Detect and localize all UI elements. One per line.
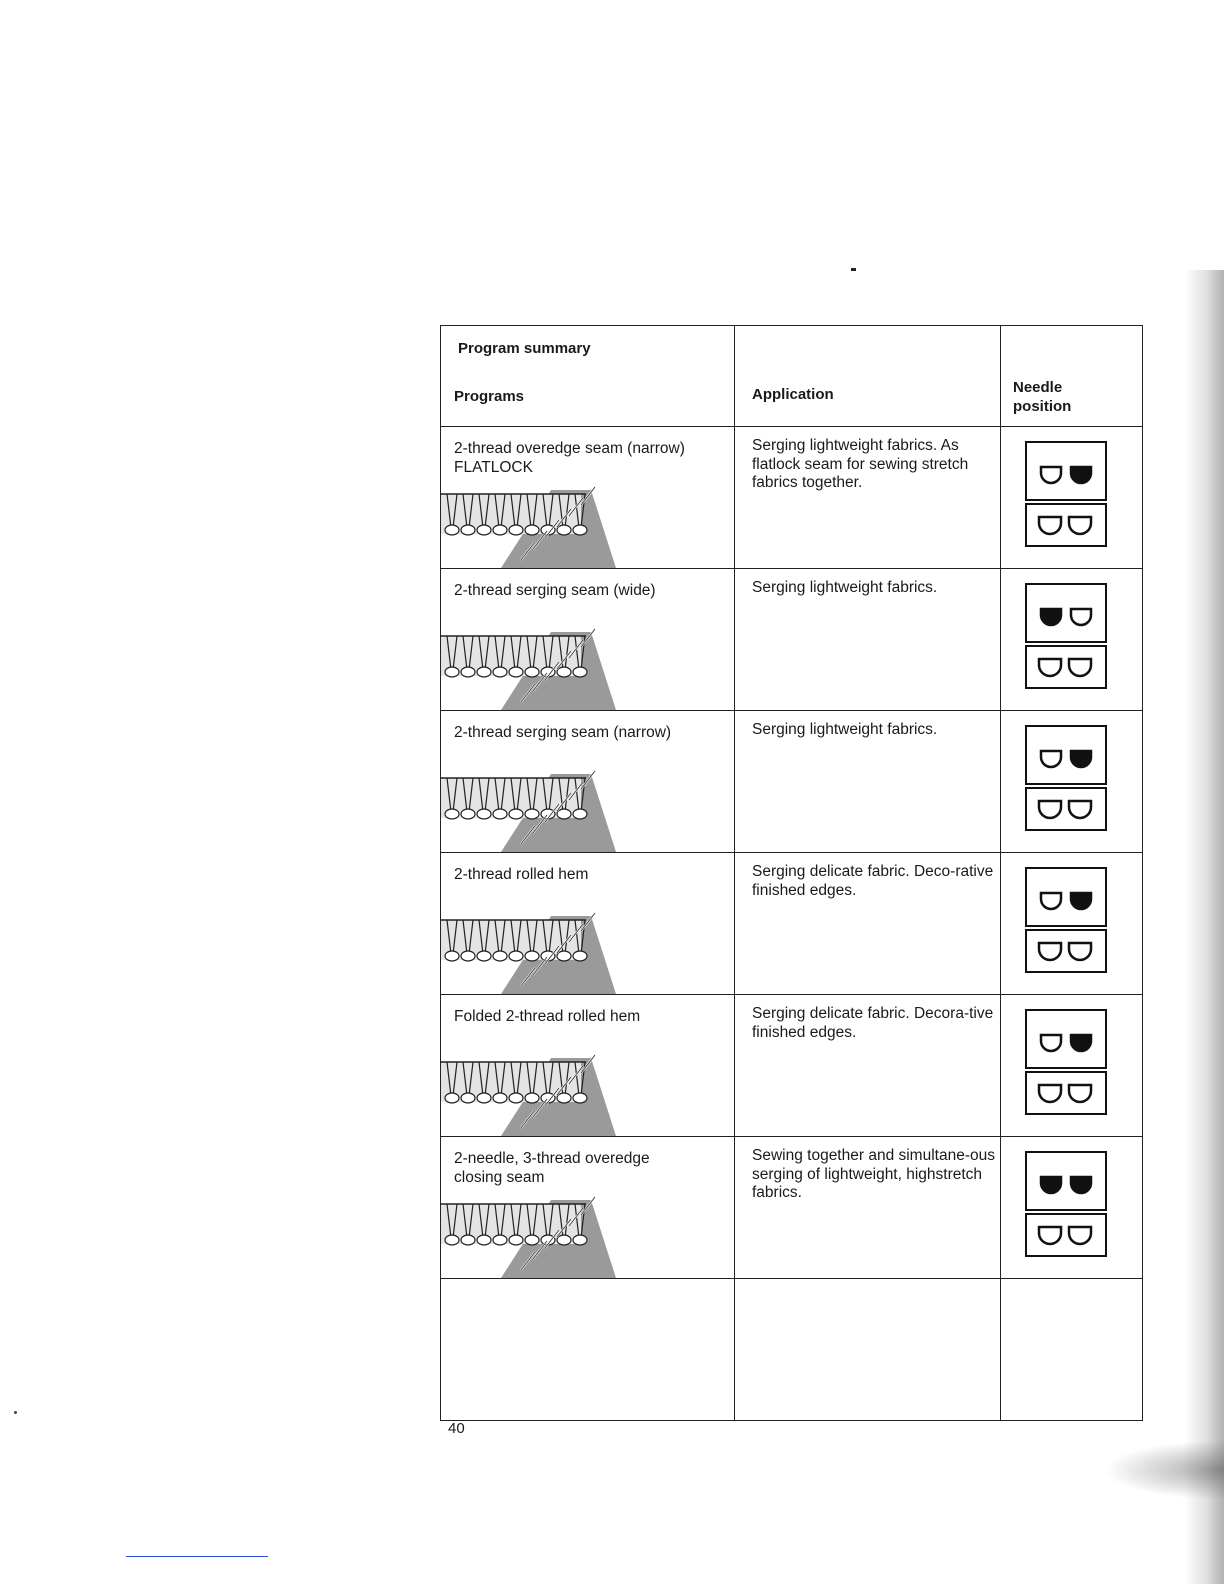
left-needle-icon <box>1041 1035 1061 1051</box>
right-looper-icon <box>1069 517 1091 534</box>
table-row <box>441 569 1143 711</box>
needle-selector-top <box>1025 583 1107 643</box>
needle-selector-bottom <box>1025 787 1107 831</box>
table-header-row <box>441 326 1143 427</box>
program-sublabel: closing seam <box>454 1169 545 1186</box>
needle-cell <box>1001 995 1143 1137</box>
application-text: Serging lightweight fabrics. <box>752 721 938 738</box>
left-needle-icon <box>1041 751 1061 767</box>
right-needle-icon <box>1071 893 1091 909</box>
needle-cell <box>1001 569 1143 711</box>
needle-selector-top <box>1025 441 1107 501</box>
header-application-cell <box>735 326 1001 427</box>
application-cell <box>735 853 1001 995</box>
stitch-illustration <box>441 1190 616 1278</box>
application-cell <box>735 1137 1001 1279</box>
table-row <box>441 995 1143 1137</box>
header-needle-line2: position <box>1013 398 1072 415</box>
program-name <box>454 581 656 600</box>
needle-selector-top <box>1025 1151 1107 1211</box>
left-needle-icon <box>1041 893 1061 909</box>
right-looper-icon <box>1069 1227 1091 1244</box>
header-needle-position <box>1013 378 1071 416</box>
stitch-illustration <box>441 1048 616 1136</box>
program-cell <box>441 569 735 711</box>
right-needle-icon <box>1071 751 1091 767</box>
stitch-illustration <box>441 764 616 852</box>
program-name <box>454 723 671 742</box>
left-looper-icon <box>1039 659 1061 676</box>
program-name <box>454 439 685 477</box>
needle-selector-bottom <box>1025 1071 1107 1115</box>
program-label: 2-thread serging seam (wide) <box>454 582 656 599</box>
program-name <box>454 1149 650 1187</box>
application-text: Sewing together and simultane-ous serging of lightweight, highstretch fabrics. <box>752 1147 995 1201</box>
stitch-illustration <box>441 906 616 994</box>
needle-cell <box>1001 427 1143 569</box>
needle-selector-bottom <box>1025 503 1107 547</box>
needle-position-diagram <box>1025 1151 1111 1263</box>
application-cell <box>735 711 1001 853</box>
table-row <box>441 427 1143 569</box>
needle-selector-bottom <box>1025 929 1107 973</box>
empty-cell <box>1001 1279 1143 1421</box>
header-needle-line1: Needle <box>1013 379 1063 396</box>
left-needle-icon <box>1041 1177 1061 1193</box>
footer-rule <box>126 1556 268 1557</box>
right-looper-icon <box>1069 801 1091 818</box>
empty-cell <box>735 1279 1001 1421</box>
left-looper-icon <box>1039 943 1061 960</box>
application-cell <box>735 427 1001 569</box>
table-row <box>441 711 1143 853</box>
table-title: Program summary <box>458 340 591 357</box>
needle-position-diagram <box>1025 441 1111 553</box>
speck-mark-left <box>14 1411 17 1414</box>
right-needle-icon <box>1071 609 1091 625</box>
right-looper-icon <box>1069 943 1091 960</box>
program-sublabel: FLATLOCK <box>454 459 533 476</box>
needle-selector-top <box>1025 725 1107 785</box>
needle-selector-top <box>1025 1009 1107 1069</box>
table-row <box>441 853 1143 995</box>
application-cell <box>735 995 1001 1137</box>
page-edge-shadow-bottom <box>1104 1440 1224 1500</box>
left-looper-icon <box>1039 1227 1061 1244</box>
table-row <box>441 1137 1143 1279</box>
application-text: Serging lightweight fabrics. <box>752 579 938 596</box>
right-looper-icon <box>1069 659 1091 676</box>
application-text: Serging delicate fabric. Deco-rative finished edges. <box>752 863 994 899</box>
program-cell <box>441 1137 735 1279</box>
header-programs: Programs <box>454 388 525 405</box>
page-number: 40 <box>448 1420 465 1437</box>
program-label: 2-thread serging seam (narrow) <box>454 724 672 741</box>
program-cell <box>441 427 735 569</box>
left-needle-icon <box>1041 609 1061 625</box>
program-label: 2-needle, 3-thread overedge <box>454 1150 650 1167</box>
application-text: Serging lightweight fabrics. As flatlock seam for sewing stretch fabrics together. <box>752 437 969 491</box>
stitch-illustration <box>441 480 616 568</box>
program-cell <box>441 853 735 995</box>
needle-position-diagram <box>1025 867 1111 979</box>
left-needle-icon <box>1041 467 1061 483</box>
stitch-illustration <box>441 622 616 710</box>
header-programs-cell <box>441 326 735 427</box>
needle-selector-bottom <box>1025 1213 1107 1257</box>
header-needle-cell <box>1001 326 1143 427</box>
page-edge-shadow <box>1184 270 1224 1584</box>
needle-position-diagram <box>1025 725 1111 837</box>
needle-selector-bottom <box>1025 645 1107 689</box>
needle-selector-top <box>1025 867 1107 927</box>
empty-cell <box>441 1279 735 1421</box>
application-cell <box>735 569 1001 711</box>
needle-position-diagram <box>1025 1009 1111 1121</box>
left-looper-icon <box>1039 801 1061 818</box>
program-cell <box>441 995 735 1137</box>
header-application: Application <box>752 386 834 403</box>
program-label: 2-thread overedge seam (narrow) <box>454 440 685 457</box>
program-label: 2-thread rolled hem <box>454 866 589 883</box>
needle-position-diagram <box>1025 583 1111 695</box>
empty-table-row <box>441 1279 1143 1421</box>
needle-cell <box>1001 853 1143 995</box>
right-looper-icon <box>1069 1085 1091 1102</box>
program-summary-table <box>440 325 1143 1421</box>
program-cell <box>441 711 735 853</box>
needle-cell <box>1001 711 1143 853</box>
program-label: Folded 2-thread rolled hem <box>454 1008 641 1025</box>
left-looper-icon <box>1039 1085 1061 1102</box>
left-looper-icon <box>1039 517 1061 534</box>
right-needle-icon <box>1071 1035 1091 1051</box>
application-text: Serging delicate fabric. Decora-tive finished edges. <box>752 1005 994 1041</box>
needle-cell <box>1001 1137 1143 1279</box>
program-name <box>454 1007 640 1026</box>
speck-mark <box>851 268 856 271</box>
program-name <box>454 865 588 884</box>
right-needle-icon <box>1071 1177 1091 1193</box>
right-needle-icon <box>1071 467 1091 483</box>
